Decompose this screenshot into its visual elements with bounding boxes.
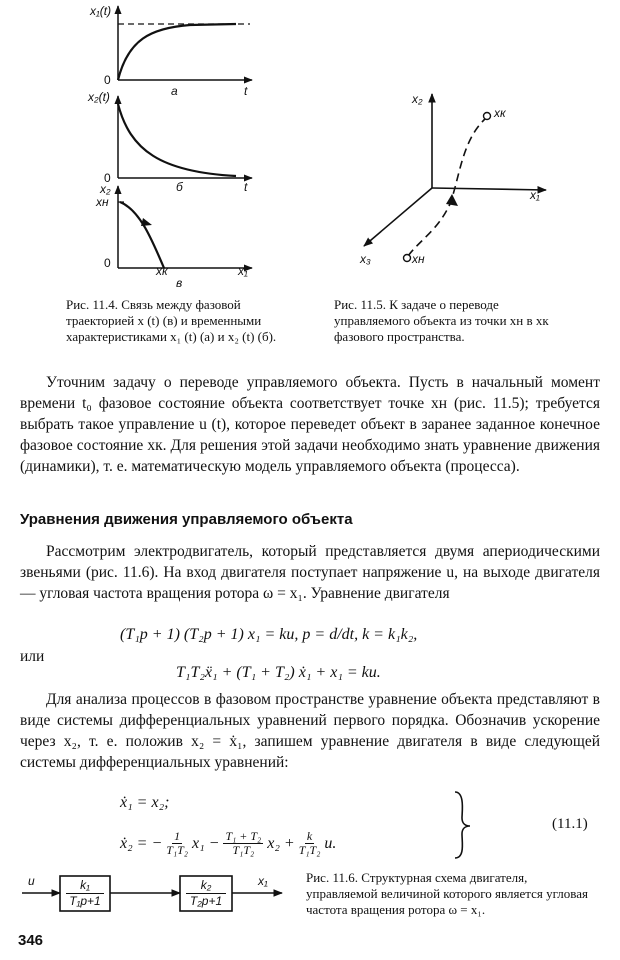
system-line-2-mid2: x₂ + [267,834,295,852]
system-line-2 [120,830,336,857]
system-line-2-start: ẋ₂ = − [120,834,163,852]
fig5-axis-x1 [432,188,546,190]
plot-c-ylabel: x₂ [100,182,111,196]
fig5-axis-x3 [364,188,432,246]
equation-2: T₁T₂ẍ₁ + (T₁ + T₂) ẋ₁ + x₁ = ku. [176,664,381,681]
fraction-1 [166,830,188,857]
equation-1: (T₁p + 1) (T₂p + 1) x₁ = ku, p = d/dt, k = k₁k₂, [120,626,418,643]
fig5-point-start [404,255,411,262]
fig5-trajectory [408,118,486,256]
paragraph-3: Для анализа процессов в фазовом пространстве уравнение объекта представляют в виде системы дифференциальных уравнений первого порядка. Обозначив ускорение через x₂, т. е. положив x₂ = ẋ₁, запишем уравнение двигателя в виде следующей системы дифференциальных уравнений: [20,691,600,771]
fig5-label-start: xн [412,252,425,266]
plot-c-arrowhead [141,218,152,226]
plot-b-origin: 0 [104,171,111,185]
fig5-label-x2: x₂ [412,92,423,106]
fraction-1-num: 1 [174,829,181,843]
plot-c-point-start: xн [96,195,109,209]
plot-c-trajectory [120,202,164,268]
plot-b-tag: б [176,180,183,194]
plot-a-tag: а [171,84,178,98]
fig5-trajectory-arrow [446,194,458,206]
plot-a-curve [118,24,236,80]
fraction-2-num: T₁ + T₂ [225,829,262,843]
page-number: 346 [18,932,44,949]
fraction-3 [299,830,321,857]
fig-11-6-caption: Рис. 11.6. Структурная схема двигателя, управляемой величиной которого является угловая частота вращения ротора ω = x₁. [306,870,588,917]
plot-c-xlabel: x₁ [238,264,248,278]
fig6-block1-den: T₁p+1 [69,894,101,908]
fig-11-5-caption: Рис. 11.5. К задаче о переводе управляемого объекта из точки xн в xк фазового пространства. [334,297,549,344]
fig5-label-x1: x₁ [530,188,540,202]
equation-number: (11.1) [552,816,588,832]
fig-11-4-caption: Рис. 11.4. Связь между фазовой траекторией x (t) (в) и временными характеристиками x₁ (t) (а) и x₂ (t) (б). [66,297,277,344]
plot-c-tag: в [176,276,183,290]
fig6-block2 [180,878,232,909]
fig6-block2-den: T₂p+1 [189,894,223,908]
fraction-3-num: k [306,829,313,843]
fraction-3-den: T₁T₂ [298,843,321,857]
plot-c-point-end: xк [156,264,168,278]
fig6-output-label: x₁ [258,874,268,888]
system-line-1: ẋ₁ = x₂; [120,794,170,811]
text-or: или [20,648,45,665]
fig6-block2-num: k₂ [186,878,226,894]
fraction-2 [223,830,263,857]
fig5-label-x3: x₃ [360,252,371,266]
section-heading: Уравнения движения управляемого объекта [20,511,353,528]
fraction-1-den: T₁T₂ [166,843,188,857]
fig6-block1-num: k₁ [66,878,104,894]
system-line-2-mid1: x₁ − [191,834,220,852]
fig5-point-end [484,113,491,120]
plot-a-origin: 0 [104,73,111,87]
system-line-2-end: u. [324,834,337,852]
fig6-input-label: u [28,874,35,888]
plot-c-origin: 0 [104,256,111,270]
paragraph-1: Уточним задачу о переводе управляемого объекта. Пусть в начальный момент времени t₀ фазовое состояние объекта соответствует точке xн (рис. 11.5); требуется выбрать такое управление u (t), которое переведет объект в заранее заданное конечное фазовое состояние xк. Для решения этой задачи необходимо знать уравнение движения (динамики), т. е. математическую модель управляемого объекта (процесса). [20,374,600,475]
fraction-2-den: T₁T₂ [232,843,255,857]
plot-b-ylabel: x₂(t) [88,90,110,104]
plot-b-curve [118,104,236,176]
fig5-label-end: xк [494,106,506,120]
fig6-block1 [60,878,110,909]
plot-a-xlabel: t [244,84,248,98]
plot-b-xlabel: t [244,180,248,194]
paragraph-2: Рассмотрим электродвигатель, который представляется двумя апериодическими звеньями (рис. 11.6). На вход двигателя поступает напряжение u, на выходе двигателя — угловая частота вращения ротора ω = x₁. Уравнение двигателя [20,543,600,602]
plot-a-ylabel: x₁(t) [90,4,112,18]
